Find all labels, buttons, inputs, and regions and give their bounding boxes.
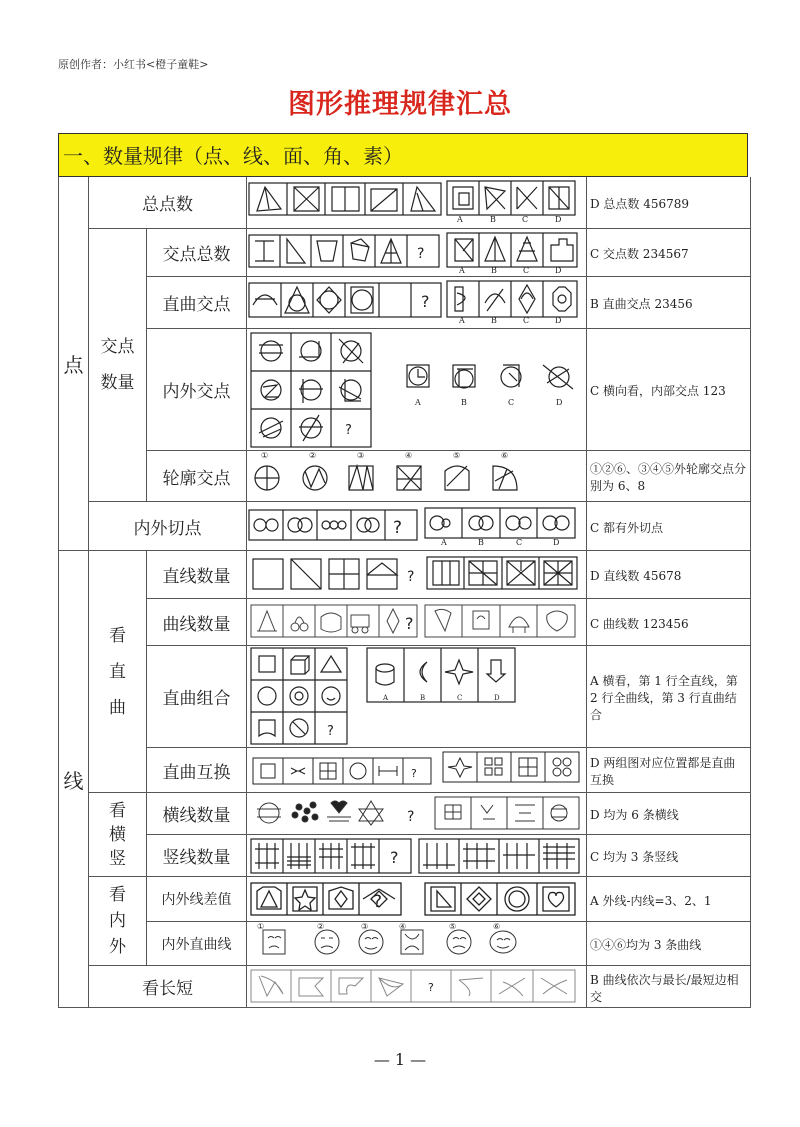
circled-number: ⑤ xyxy=(449,922,457,931)
row-label-inner-outer-intersection: 内外交点 xyxy=(147,329,247,451)
figure-cell-straight-count xyxy=(247,551,587,599)
answer-curve-count: C 曲线数 123456 xyxy=(587,599,751,646)
figure-cell-straight-curve-intersection xyxy=(247,277,587,329)
row-label-vertical-count: 竖线数量 xyxy=(147,835,247,877)
answer-straight-count: D 直线数 45678 xyxy=(587,551,751,599)
subgroup-straight-curve: 看 直 曲 xyxy=(89,551,147,793)
subgroup-horizontal-vertical: 看 横 竖 xyxy=(89,793,147,877)
subgroup-intersections: 交点 数量 xyxy=(89,229,147,502)
answer-length: B 曲线依次与最长/最短边相交 xyxy=(587,966,751,1008)
svg-text:?: ? xyxy=(421,292,430,311)
page-title: 图形推理规律汇总 xyxy=(288,89,512,120)
figure-straight-curve-combo xyxy=(247,646,585,747)
option-label: C xyxy=(523,316,530,325)
figure-cell-total-points xyxy=(247,177,587,229)
group-point: 点 xyxy=(59,177,89,551)
circled-number: ① xyxy=(257,922,265,931)
row-label-straight-curve-swap: 直曲互换 xyxy=(147,748,247,793)
svg-text:?: ? xyxy=(327,724,334,739)
answer-straight-curve-intersection: B 直曲交点 23456 xyxy=(587,277,751,329)
figure-cell-straight-curve-swap xyxy=(247,748,587,793)
row-label-tangent-points: 内外切点 xyxy=(89,502,247,551)
figure-cell-inner-outer-intersection xyxy=(247,329,587,451)
row-label-length: 看长短 xyxy=(89,966,247,1008)
circled-number: ① xyxy=(261,451,269,460)
answer-straight-curve-combo: A 横看，第 1 行全直线，第 2 行全曲线，第 3 行直曲结合 xyxy=(587,646,751,748)
option-label: A xyxy=(383,694,389,702)
option-label: B xyxy=(491,266,497,275)
row-label-curve-count: 曲线数量 xyxy=(147,599,247,646)
figure-straight-curve-intersection xyxy=(247,277,585,328)
row-label-inner-outer-curve: 内外直曲线 xyxy=(147,922,247,966)
option-label: D xyxy=(494,694,500,702)
figure-inner-outer-diff xyxy=(247,877,585,921)
answer-total-points: D 总点数 456789 xyxy=(587,177,751,229)
option-label: C xyxy=(523,266,530,275)
answer-inner-outer-intersection: C 横向看，内部交点 123 xyxy=(587,329,751,451)
option-label: B xyxy=(478,538,484,547)
page-number: — 1 — xyxy=(373,1050,427,1069)
section-header: 一、数量规律（点、线、面、角、素） xyxy=(58,133,748,177)
figure-cell-inner-outer-curve xyxy=(247,922,587,966)
svg-text:?: ? xyxy=(390,848,399,867)
figure-cell-curve-count xyxy=(247,599,587,646)
option-label: D xyxy=(555,215,562,224)
circled-number: ② xyxy=(317,922,325,931)
answer-horizontal-count: D 均为 6 条横线 xyxy=(587,793,751,835)
circled-number: ② xyxy=(309,451,317,460)
svg-text:?: ? xyxy=(411,767,417,780)
row-label-straight-curve-combo: 直曲组合 xyxy=(147,646,247,748)
answer-inner-outer-curve: ①④⑥均为 3 条曲线 xyxy=(587,922,751,966)
figure-outline-intersection xyxy=(247,451,585,501)
figure-cell-straight-curve-combo xyxy=(247,646,587,748)
option-label: C xyxy=(508,398,515,407)
figure-inner-outer-intersection xyxy=(247,329,585,450)
figure-straight-curve-swap xyxy=(247,748,585,792)
row-label-intersection-total: 交点总数 xyxy=(147,229,247,277)
rules-table xyxy=(58,133,750,1008)
option-label: B xyxy=(461,398,467,407)
figure-cell-horizontal-count xyxy=(247,793,587,835)
svg-text:?: ? xyxy=(405,614,414,633)
option-label: B xyxy=(491,316,497,325)
figure-cell-outline-intersection xyxy=(247,451,587,502)
svg-text:?: ? xyxy=(393,518,403,538)
row-label-inner-outer-diff: 内外线差值 xyxy=(147,877,247,922)
option-label: C xyxy=(516,538,523,547)
row-label-straight-curve-intersection: 直曲交点 xyxy=(147,277,247,329)
circled-number: ④ xyxy=(405,451,413,460)
circled-number: ④ xyxy=(399,922,407,931)
option-label: A xyxy=(457,215,463,224)
figure-cell-length xyxy=(247,966,587,1008)
author-credit: 原创作者：小红书<橙子童鞋> xyxy=(58,58,209,71)
row-label-total-points: 总点数 xyxy=(89,177,247,229)
circled-number: ③ xyxy=(357,451,365,460)
option-label: C xyxy=(457,694,463,702)
option-label: A xyxy=(415,398,421,407)
option-label: A xyxy=(459,266,465,275)
group-line: 线 xyxy=(59,551,89,1008)
circled-number: ⑥ xyxy=(493,922,501,931)
figure-vertical-count xyxy=(247,835,585,876)
option-label: D xyxy=(556,398,563,407)
svg-text:?: ? xyxy=(345,423,352,438)
figure-length xyxy=(247,966,585,1007)
figure-tangent-points xyxy=(247,502,585,550)
svg-text:?: ? xyxy=(407,569,415,585)
answer-vertical-count: C 均为 3 条竖线 xyxy=(587,835,751,877)
row-label-horizontal-count: 横线数量 xyxy=(147,793,247,835)
option-label: D xyxy=(553,538,560,547)
answer-straight-curve-swap: D 两组图对应位置都是直曲互换 xyxy=(587,748,751,793)
row-label-outline-intersection: 轮廓交点 xyxy=(147,451,247,502)
figure-curve-count xyxy=(247,599,585,645)
row-label-straight-count: 直线数量 xyxy=(147,551,247,599)
figure-total-points xyxy=(247,177,585,228)
option-label: B xyxy=(420,694,426,702)
svg-text:?: ? xyxy=(373,892,383,912)
answer-inner-outer-diff: A 外线-内线=3、2、1 xyxy=(587,877,751,922)
circled-number: ③ xyxy=(361,922,369,931)
figure-intersection-total xyxy=(247,229,585,276)
table-grid xyxy=(58,177,750,1008)
svg-text:?: ? xyxy=(407,809,415,825)
subgroup-inner-outer: 看 内 外 xyxy=(89,877,147,966)
circled-number: ⑥ xyxy=(501,451,509,460)
figure-cell-inner-outer-diff xyxy=(247,877,587,922)
figure-horizontal-count xyxy=(247,793,585,834)
option-label: A xyxy=(459,316,465,325)
svg-text:?: ? xyxy=(428,981,434,994)
option-label: B xyxy=(490,215,496,224)
question-mark: ? xyxy=(417,246,425,262)
option-label: A xyxy=(441,538,447,547)
option-label: C xyxy=(522,215,529,224)
answer-tangent-points: C 都有外切点 xyxy=(587,502,751,551)
answer-intersection-total: C 交点数 234567 xyxy=(587,229,751,277)
option-label: D xyxy=(555,266,562,275)
circled-number: ⑤ xyxy=(453,451,461,460)
figure-cell-intersection-total xyxy=(247,229,587,277)
figure-cell-tangent-points xyxy=(247,502,587,551)
option-label: D xyxy=(555,316,562,325)
figure-cell-vertical-count xyxy=(247,835,587,877)
answer-outline-intersection: ①②⑥、③④⑤外轮廓交点分别为 6、8 xyxy=(587,451,751,502)
figure-inner-outer-curve xyxy=(247,922,585,965)
figure-straight-count xyxy=(247,551,585,598)
